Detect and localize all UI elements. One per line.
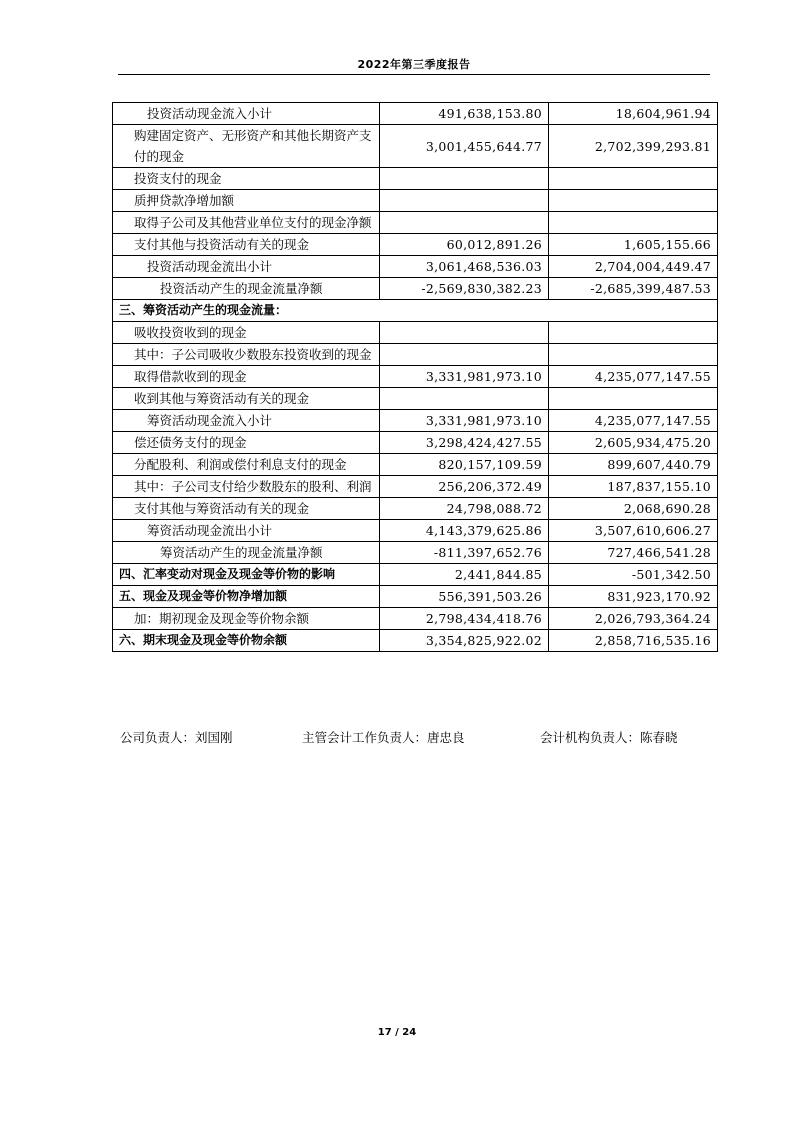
row-label: 支付其他与筹资活动有关的现金 [113, 498, 380, 520]
prior-period-value: 831,923,170.92 [549, 586, 718, 608]
prior-period-value [549, 344, 718, 366]
table-row [113, 454, 718, 476]
row-label: 偿还债务支付的现金 [113, 432, 380, 454]
current-period-value [380, 190, 549, 212]
table-row [113, 410, 718, 432]
current-period-value: 2,798,434,418.76 [380, 608, 549, 630]
table-row [113, 168, 718, 190]
prior-period-value: -501,342.50 [549, 564, 718, 586]
table-row [113, 432, 718, 454]
prior-period-value: 3,507,610,606.27 [549, 520, 718, 542]
table-row [113, 322, 718, 344]
current-period-value [380, 212, 549, 234]
row-label: 投资活动现金流出小计 [113, 256, 380, 278]
row-label: 支付其他与投资活动有关的现金 [113, 234, 380, 256]
current-period-value: 3,001,455,644.77 [380, 125, 549, 168]
prior-period-value: 2,702,399,293.81 [549, 125, 718, 168]
row-label: 其中：子公司支付给少数股东的股利、利润 [113, 476, 380, 498]
row-label: 四、汇率变动对现金及现金等价物的影响 [113, 564, 380, 586]
prior-period-value: 2,605,934,475.20 [549, 432, 718, 454]
prior-period-value: 18,604,961.94 [549, 103, 718, 125]
prior-period-value: 2,858,716,535.16 [549, 630, 718, 652]
table-row [113, 366, 718, 388]
table-row [113, 344, 718, 366]
prior-period-value: 2,026,793,364.24 [549, 608, 718, 630]
prior-period-value: -2,685,399,487.53 [549, 278, 718, 300]
current-period-value: 60,012,891.26 [380, 234, 549, 256]
table-row [113, 476, 718, 498]
row-label: 质押贷款净增加额 [113, 190, 380, 212]
table-row [113, 212, 718, 234]
row-label: 加：期初现金及现金等价物余额 [113, 608, 380, 630]
prior-period-value: 4,235,077,147.55 [549, 366, 718, 388]
row-label: 筹资活动现金流入小计 [113, 410, 380, 432]
row-label: 取得借款收到的现金 [113, 366, 380, 388]
table-row [113, 564, 718, 586]
current-period-value: -811,397,652.76 [380, 542, 549, 564]
row-label: 投资活动现金流入小计 [113, 103, 380, 125]
table-row [113, 520, 718, 542]
row-label: 三、筹资活动产生的现金流量： [113, 300, 718, 322]
prior-period-value: 2,704,004,449.47 [549, 256, 718, 278]
prior-period-value: 899,607,440.79 [549, 454, 718, 476]
current-period-value [380, 168, 549, 190]
table-row [113, 256, 718, 278]
row-label: 五、现金及现金等价物净增加额 [113, 586, 380, 608]
row-label: 吸收投资收到的现金 [113, 322, 380, 344]
company-head-signature: 公司负责人：刘国刚 [120, 730, 233, 745]
header-divider [118, 74, 710, 75]
current-period-value: 3,331,981,973.10 [380, 410, 549, 432]
current-period-value [380, 344, 549, 366]
current-period-value: 2,441,844.85 [380, 564, 549, 586]
current-period-value: 24,798,088.72 [380, 498, 549, 520]
table-row [113, 388, 718, 410]
report-header-title: 2022年第三季度报告 [357, 58, 471, 71]
row-label: 投资支付的现金 [113, 168, 380, 190]
table-row [113, 608, 718, 630]
prior-period-value: 1,605,155.66 [549, 234, 718, 256]
table-row [113, 630, 718, 652]
current-period-value: 820,157,109.59 [380, 454, 549, 476]
row-label: 投资活动产生的现金流量净额 [113, 278, 380, 300]
row-label: 其中：子公司吸收少数股东投资收到的现金 [113, 344, 380, 366]
row-label: 筹资活动现金流出小计 [113, 520, 380, 542]
accounting-head-signature: 主管会计工作负责人：唐忠良 [302, 730, 465, 745]
current-period-value [380, 322, 549, 344]
accounting-org-head-signature: 会计机构负责人：陈春晓 [540, 730, 678, 745]
table-row [113, 125, 718, 168]
table-row [113, 278, 718, 300]
current-period-value [380, 388, 549, 410]
prior-period-value: 727,466,541.28 [549, 542, 718, 564]
table-row [113, 190, 718, 212]
table-row [113, 234, 718, 256]
prior-period-value [549, 190, 718, 212]
current-period-value: 256,206,372.49 [380, 476, 549, 498]
cash-flow-table-body [113, 103, 718, 652]
current-period-value: 3,298,424,427.55 [380, 432, 549, 454]
current-period-value: -2,569,830,382.23 [380, 278, 549, 300]
current-period-value: 3,331,981,973.10 [380, 366, 549, 388]
prior-period-value: 2,068,690.28 [549, 498, 718, 520]
prior-period-value [549, 322, 718, 344]
prior-period-value [549, 212, 718, 234]
current-period-value: 3,061,468,536.03 [380, 256, 549, 278]
current-period-value: 491,638,153.80 [380, 103, 549, 125]
prior-period-value [549, 168, 718, 190]
row-label: 筹资活动产生的现金流量净额 [113, 542, 380, 564]
page-number: 17 / 24 [377, 1027, 417, 1038]
cash-flow-table [112, 102, 718, 652]
table-row [113, 103, 718, 125]
table-row [113, 498, 718, 520]
row-label: 收到其他与筹资活动有关的现金 [113, 388, 380, 410]
row-label: 取得子公司及其他营业单位支付的现金净额 [113, 212, 380, 234]
prior-period-value [549, 388, 718, 410]
current-period-value: 4,143,379,625.86 [380, 520, 549, 542]
row-label: 分配股利、利润或偿付利息支付的现金 [113, 454, 380, 476]
prior-period-value: 187,837,155.10 [549, 476, 718, 498]
row-label: 购建固定资产、无形资产和其他长期资产支付的现金 [113, 125, 380, 168]
table-row [113, 542, 718, 564]
prior-period-value: 4,235,077,147.55 [549, 410, 718, 432]
current-period-value: 3,354,825,922.02 [380, 630, 549, 652]
table-row [113, 586, 718, 608]
current-period-value: 556,391,503.26 [380, 586, 549, 608]
table-row [113, 300, 718, 322]
row-label: 六、期末现金及现金等价物余额 [113, 630, 380, 652]
